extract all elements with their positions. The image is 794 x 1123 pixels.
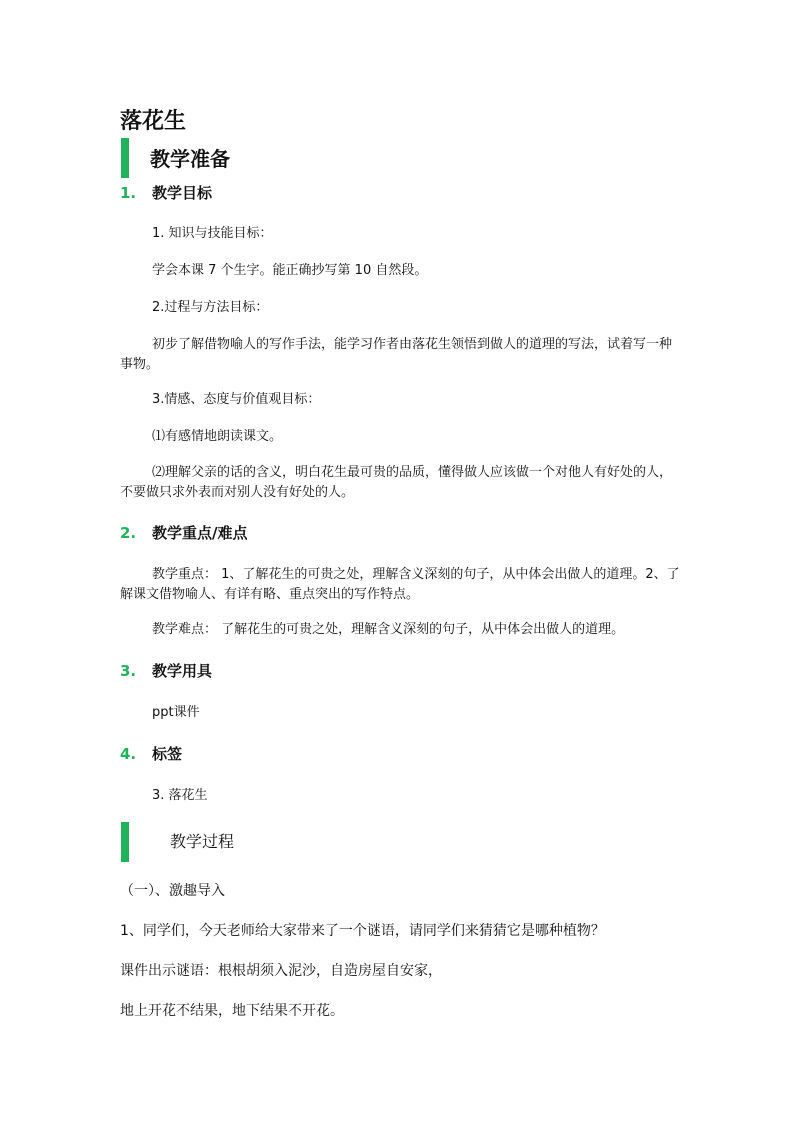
section-title: 教学用具 — [152, 662, 213, 680]
difficulty-text: 教学难点： 了解花生的可贵之处，理解含义深刻的句子，从中体会出做人的道理。 — [152, 622, 625, 637]
knowledge-label: 1. 知识与技能目标： — [152, 226, 273, 241]
prep-heading: 教学准备 — [150, 147, 230, 171]
knowledge-text: 学会本课 7 个生字。能正确抄写第 10 自然段。 — [152, 263, 428, 278]
section-title: 教学重点/难点 — [152, 524, 248, 542]
tools-text: ppt课件 — [152, 705, 200, 720]
process-text: 初步了解借物喻人的写作手法，能学习作者由落花生领悟到做人的道理的写法，试着写一种事物。 — [120, 337, 673, 372]
section-title: 标签 — [152, 745, 183, 763]
process-heading: 教学过程 — [170, 832, 235, 851]
document-title: 落花生 — [120, 109, 187, 134]
emotion-label: 3.情感、态度与价值观目标： — [152, 392, 321, 407]
step-title: （一）、激趣导入 — [120, 883, 225, 899]
emotion-item: ⑵理解父亲的话的含义，明白花生最可贵的品质，懂得做人应该做一个对他人有好处的人，不要做只求外表而对别人没有好处的人。 — [120, 465, 673, 500]
section-title: 教学目标 — [152, 184, 213, 202]
section-number: 4. — [120, 745, 137, 763]
section-number: 3. — [120, 662, 137, 680]
process-line: 1、同学们，今天老师给大家带来了一个谜语，请同学们来猜猜它是哪种植物？ — [120, 923, 605, 939]
section-accent-bar — [121, 822, 129, 862]
section-number: 2. — [120, 524, 137, 542]
focus-text: 教学重点： 1、了解花生的可贵之处，理解含义深刻的句子，从中体会出做人的道理。2、了解课文借物喻人、有详有略、重点突出的写作特点。 — [120, 567, 680, 602]
process-line: 课件出示谜语：根根胡须入泥沙，自造房屋自安家， — [120, 963, 442, 979]
process-label: 2.过程与方法目标： — [152, 300, 269, 315]
section-accent-bar — [121, 138, 129, 178]
emotion-item: ⑴有感情地朗读课文。 — [152, 429, 283, 444]
section-number: 1. — [120, 184, 137, 202]
tag-text: 3. 落花生 — [152, 788, 208, 803]
process-line: 地上开花不结果，地下结果不开花。 — [120, 1003, 344, 1019]
